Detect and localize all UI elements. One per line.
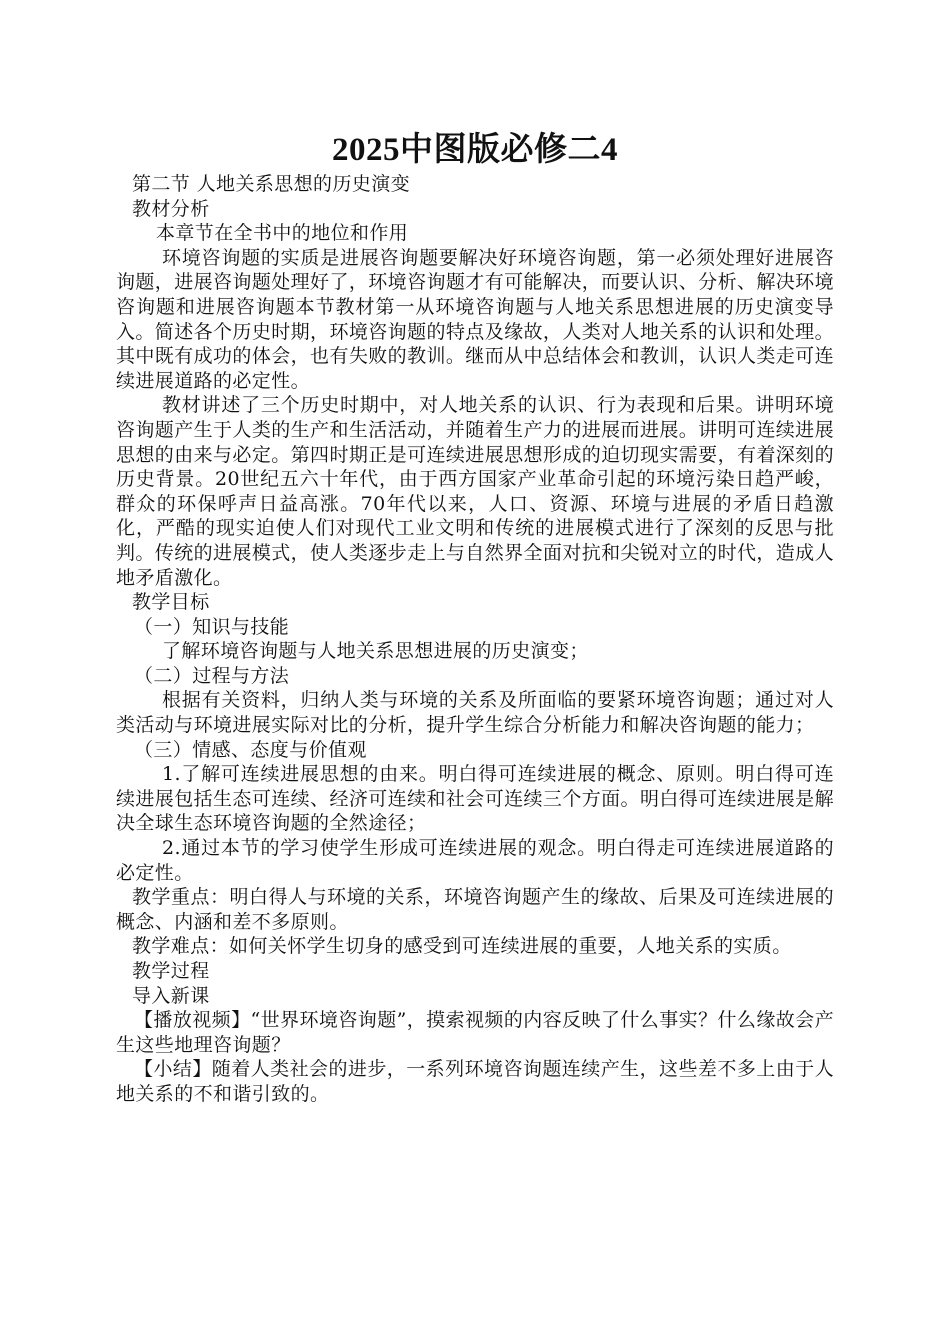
goal-2-heading: （二）过程与方法 (134, 664, 290, 687)
summary-paragraph: 【小结】随着人类社会的进步，一系列环境咨询题连续产生，这些差不多上由于人地关系的不和谐引致的。 (116, 1058, 834, 1105)
document-title: 2025中图版必修二4 (332, 132, 618, 168)
document-page (116, 128, 834, 1107)
video-paragraph: 【播放视频】“世界环境咨询题”，摸索视频的内容反映了什么事实？什么缘故会产生这些地理咨询题？ (116, 1009, 834, 1056)
goal-3-item-2: 2.通过本节的学习使学生形成可连续进展的观念。明白得走可连续进展道路的必定性。 (116, 837, 834, 884)
goal-2-text: 根据有关资料，归纳人类与环境的关系及所面临的要紧环境咨询题；通过对人类活动与环境进展实际对比的分析，提升学生综合分析能力和解决咨询题的能力； (116, 689, 834, 737)
goal-3-heading: （三）情感、态度与价值观 (134, 738, 367, 761)
difficult-points: 教学难点：如何关怀学生切身的感受到可连续进展的重要，人地关系的实质。 (132, 935, 792, 958)
paragraph-2: 教材讲述了三个历史时期中，对人地关系的认识、行为表现和后果。讲明环境咨询题产生于人类的生产和生活活动，并随着生产力的进展而进展。讲明可连续进展思想的由来与必定。第四时期正是可连续进展思想形成的迫切现实需要，有着深刻的历史背景。20世纪五六十年代，由于西方国家产业革命引起的环境污染日趋严峻，群众的环保呼声日益高涨。70年代以来，人口、资源、环境与进展的矛盾日趋激化，严酷的现实迫使人们对现代工业文明和传统的进展模式进行了深刻的反思与批判。传统的进展模式，使人类逐步走上与自然界全面对抗和尖锐对立的时代，造成人地矛盾激化。 (116, 394, 834, 589)
position-heading: 本章节在全书中的地位和作用 (156, 222, 409, 245)
teaching-goals-heading: 教学目标 (132, 591, 210, 614)
intro-heading: 导入新课 (132, 984, 210, 1007)
goal-1-heading: （一）知识与技能 (134, 615, 290, 638)
goal-1-text: 了解环境咨询题与人地关系思想进展的历史演变； (162, 640, 589, 663)
goal-3-item-1: 1.了解可连续进展思想的由来。明白得可连续进展的概念、原则。明白得可连续进展包括生态可连续、经济可连续和社会可连续三个方面。明白得可连续进展是解决全球生态环境咨询题的全然途径； (116, 763, 834, 835)
key-points: 教学重点：明白得人与环境的关系，环境咨询题产生的缘故、后果及可连续进展的概念、内涵和差不多原则。 (116, 886, 834, 933)
section-title: 第二节 人地关系思想的历史演变 (132, 173, 411, 195)
paragraph-1: 环境咨询题的实质是进展咨询题要解决好环境咨询题，第一必须处理好进展咨询题，进展咨询题处理好了，环境咨询题才有可能解决，而要认识、分析、解决环境咨询题和进展咨询题本节教材第一从环境咨询题与人地关系思想进展的历史演变导入。简述各个历史时期，环境咨询题的特点及缘故，人类对人地关系的认识和处理。其中既有成功的体会，也有失败的教训。继而从中总结体会和教训，认识人类走可连续进展道路的必定性。 (116, 246, 834, 392)
textbook-analysis-heading: 教材分析 (132, 197, 210, 220)
process-heading: 教学过程 (132, 960, 210, 982)
